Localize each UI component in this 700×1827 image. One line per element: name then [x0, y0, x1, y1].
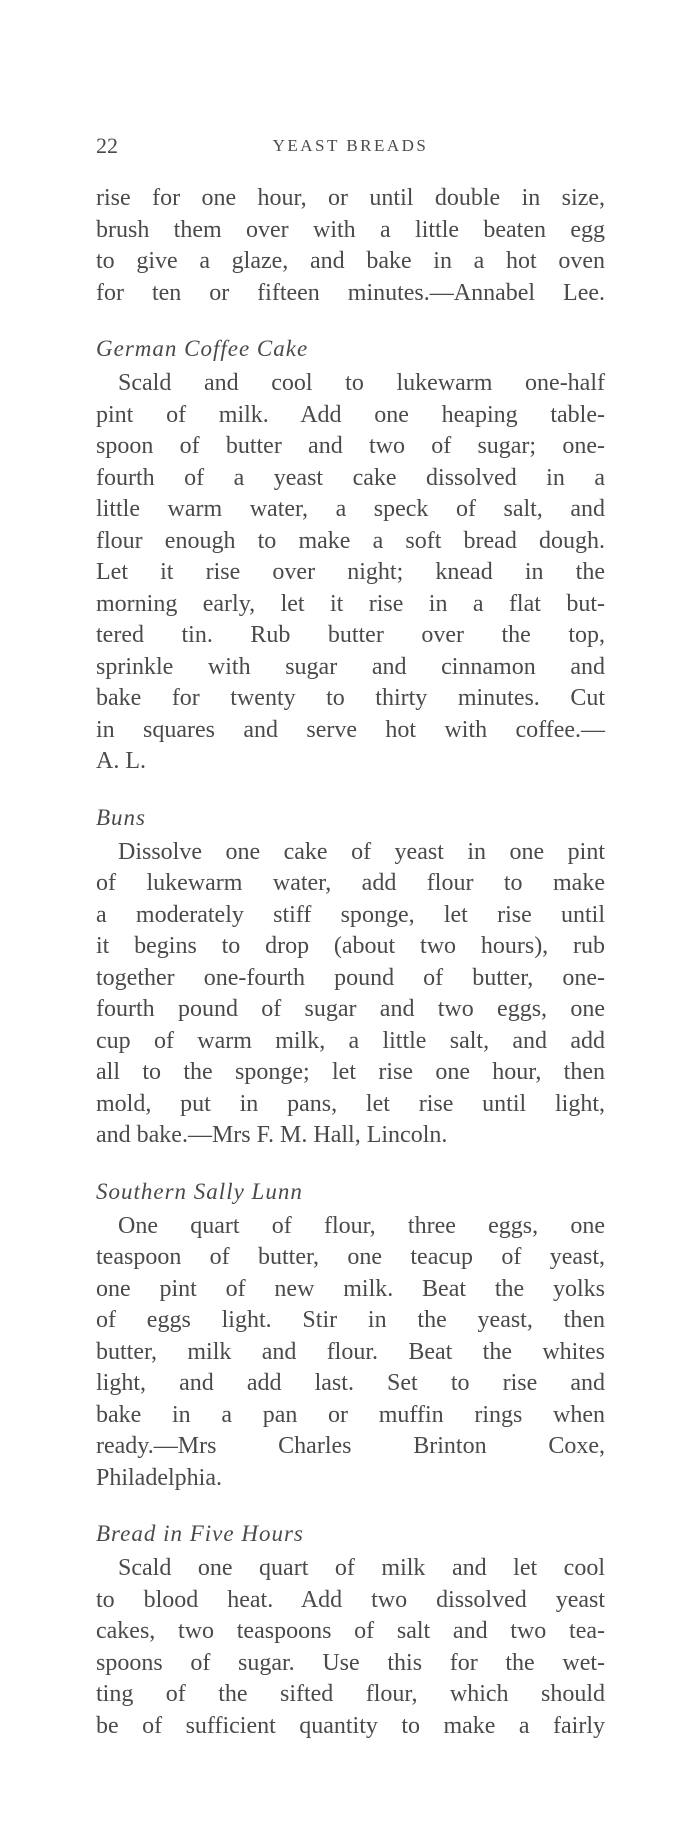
recipe-title: Bread in Five Hours [96, 1521, 304, 1546]
text-line: ting of the sifted flour, which should [96, 1681, 605, 1707]
text-line: morning early, let it rise in a flat but- [96, 590, 605, 617]
running-title: YEAST BREADS [272, 136, 429, 155]
text-line: Philadelphia. [96, 1464, 222, 1491]
text-line: pint of milk. Add one heaping table- [96, 401, 605, 428]
text-line: spoon of butter and two of sugar; one- [96, 433, 605, 459]
text-line: and bake.—Mrs F. M. Hall, Lincoln. [96, 1122, 448, 1148]
text-line: to give a glaze, and bake in a hot oven [96, 248, 605, 274]
text-line: rise for one hour, or until double in size, [96, 185, 605, 211]
text-line: A. L. [96, 748, 146, 774]
text-line: ready.—Mrs Charles Brinton Coxe, [96, 1433, 605, 1459]
text-line: of lukewarm water, add flour to make [96, 870, 605, 896]
text-line: tered tin. Rub butter over the top, [96, 622, 605, 648]
text-line: Dissolve one cake of yeast in one pint [118, 838, 605, 865]
text-line: a moderately stiff sponge, let rise until [96, 901, 605, 928]
recipe-title: German Coffee Cake [96, 336, 309, 361]
text-line: sprinkle with sugar and cinnamon and [96, 653, 605, 680]
text-line: fourth pound of sugar and two eggs, one [96, 996, 605, 1022]
recipe-title: Buns [96, 804, 146, 830]
text-line: of eggs light. Stir in the yeast, then [96, 1307, 605, 1333]
text-line: all to the sponge; let rise one hour, then [96, 1059, 605, 1085]
text-line: one pint of new milk. Beat the yolks [96, 1275, 605, 1302]
text-line: for ten or fifteen minutes.—Annabel Lee. [96, 279, 605, 306]
text-line: Scald and cool to lukewarm one-half [118, 370, 605, 396]
text-line: Scald one quart of milk and let cool [118, 1555, 605, 1581]
page-body [96, 183, 605, 1742]
text-line: cup of warm milk, a little salt, and add [96, 1027, 605, 1054]
text-line: it begins to drop (about two hours), rub [96, 933, 605, 959]
text-line: mold, put in pans, let rise until light, [96, 1090, 605, 1117]
running-head [96, 133, 605, 163]
recipe-title: Southern Sally Lunn [96, 1178, 303, 1204]
text-line: butter, milk and flour. Beat the whites [96, 1338, 605, 1365]
text-line: light, and add last. Set to rise and [96, 1370, 605, 1396]
text-line: spoons of sugar. Use this for the wet- [96, 1649, 605, 1676]
text-line: cakes, two teaspoons of salt and two tea- [96, 1618, 605, 1644]
text-line: bake in a pan or muffin rings when [96, 1401, 605, 1428]
text-line: Let it rise over night; knead in the [96, 559, 605, 585]
text-line: One quart of flour, three eggs, one [118, 1212, 605, 1239]
text-line: be of sufficient quantity to make a fairly [96, 1712, 605, 1739]
text-line: fourth of a yeast cake dissolved in a [96, 464, 605, 491]
page-number: 22 [96, 133, 118, 158]
text-line: to blood heat. Add two dissolved yeast [96, 1586, 605, 1613]
text-line: teaspoon of butter, one teacup of yeast, [96, 1244, 605, 1270]
text-line: flour enough to make a soft bread dough. [96, 527, 605, 554]
text-line: bake for twenty to thirty minutes. Cut [96, 685, 605, 711]
text-line: in squares and serve hot with coffee.— [96, 716, 605, 743]
text-line: brush them over with a little beaten egg [96, 216, 605, 243]
text-line: little warm water, a speck of salt, and [96, 496, 605, 522]
text-line: together one-fourth pound of butter, one- [96, 964, 605, 991]
